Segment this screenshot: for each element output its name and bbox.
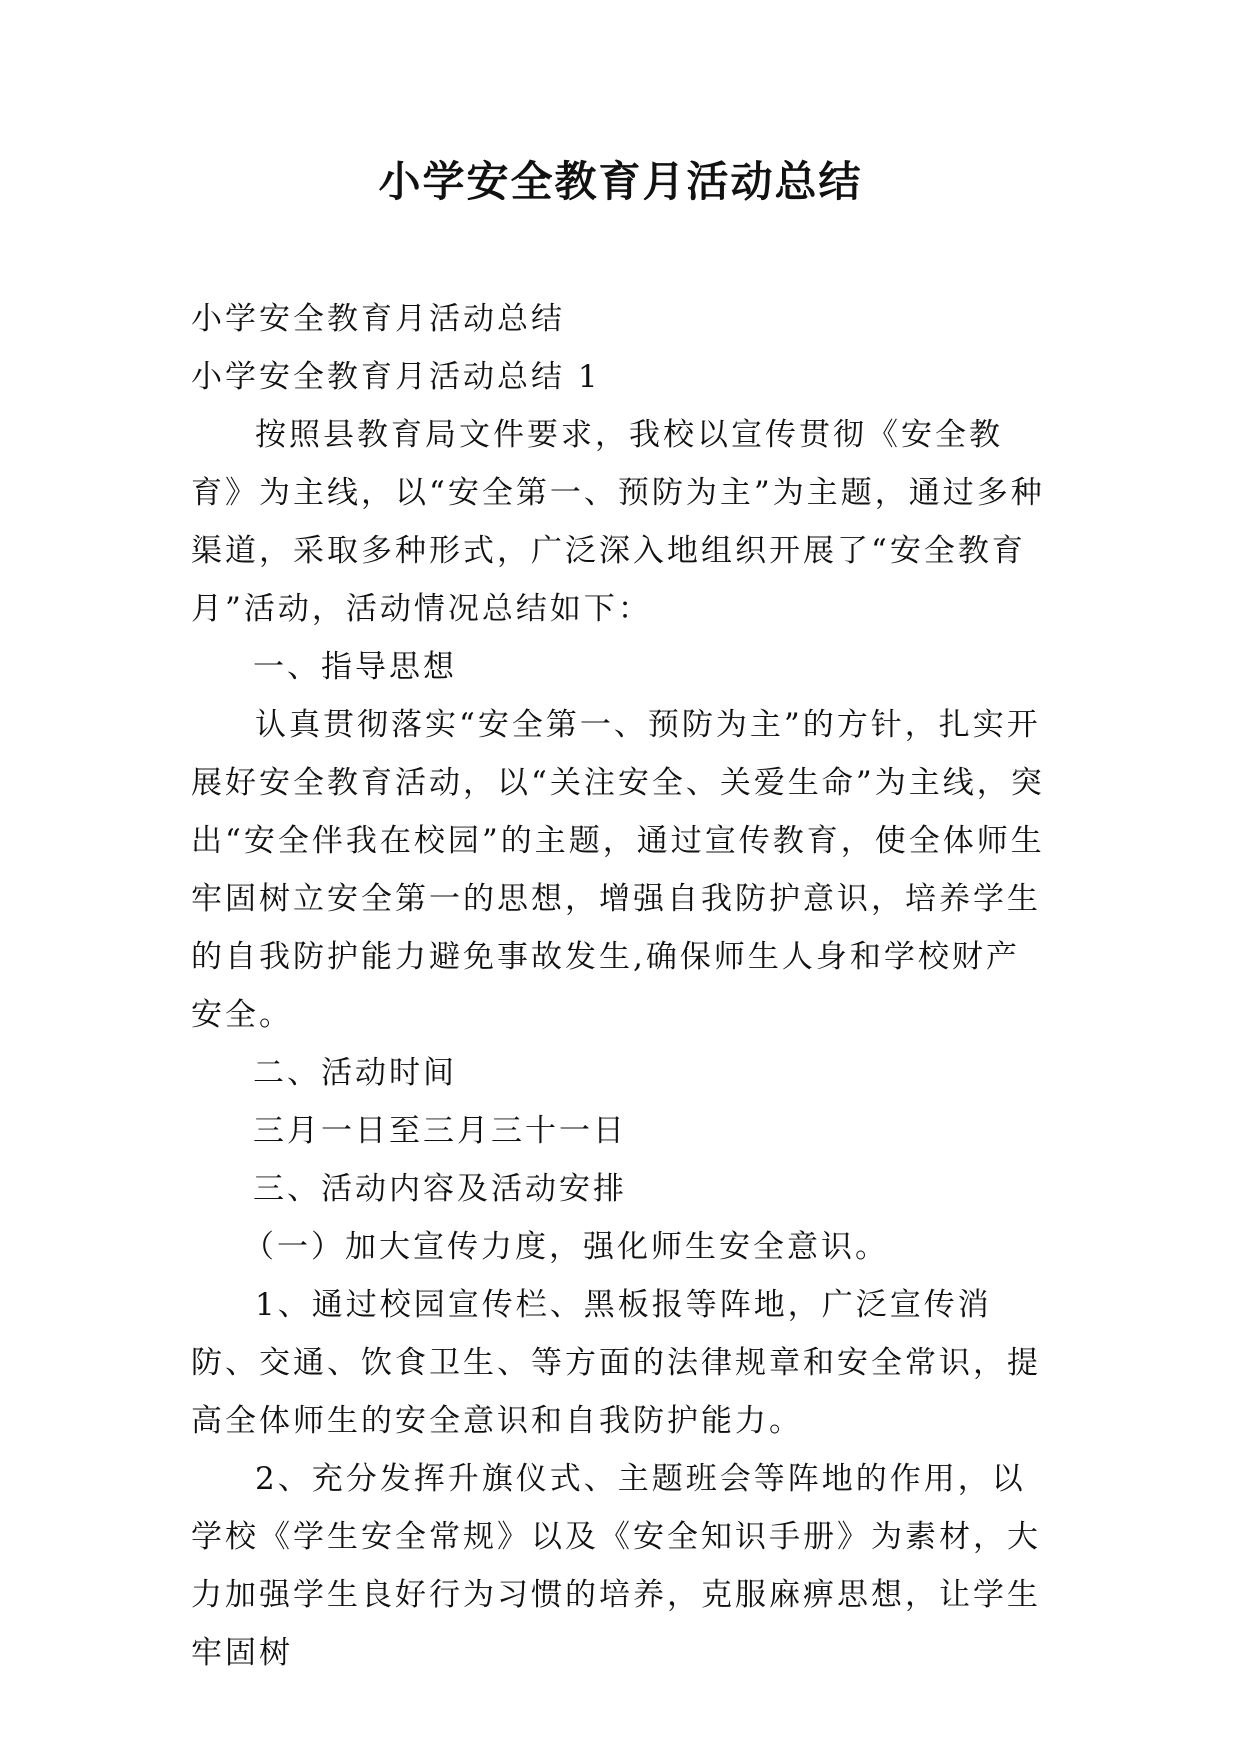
heading-activity-time: 二、活动时间: [253, 1055, 457, 1091]
paragraph-subtitle: 小学安全教育月活动总结: [191, 301, 565, 337]
document-title: 小学安全教育月活动总结: [378, 157, 863, 206]
subheading-publicity: （一）加大宣传力度，强化师生安全意识。: [243, 1229, 889, 1265]
heading-activity-content: 三、活动内容及活动安排: [253, 1171, 627, 1207]
paragraph-item-2: 2、充分发挥升旗仪式、主题班会等阵地的作用，以学校《学生安全常规》以及《安全知识手册》为素材，大力加强学生良好行为习惯的培养，克服麻痹思想，让学生牢固树: [191, 1461, 1041, 1671]
paragraph-section-heading: 小学安全教育月活动总结 1: [191, 359, 601, 395]
paragraph-activity-time: 三月一日至三月三十一日: [253, 1113, 627, 1149]
paragraph-item-1: 1、通过校园宣传栏、黑板报等阵地，广泛宣传消防、交通、饮食卫生、等方面的法律规章和安全常识，提高全体师生的安全意识和自我防护能力。: [191, 1287, 1041, 1439]
paragraph-guiding-thought: 认真贯彻落实“安全第一、预防为主”的方针，扎实开展好安全教育活动，以“关注安全、关爱生命”为主线，突出“安全伴我在校园”的主题，通过宣传教育，使全体师生牢固树立安全第一的思想，增强自我防护意识，培养学生的自我防护能力避免事故发生,确保师生人身和学校财产安全。: [191, 707, 1045, 1033]
heading-guiding-thought: 一、指导思想: [253, 649, 457, 685]
paragraph-intro: 按照县教育局文件要求，我校以宣传贯彻《安全教育》为主线，以“安全第一、预防为主”为主题，通过多种渠道，采取多种形式，广泛深入地组织开展了“安全教育月”活动，活动情况总结如下：: [191, 417, 1045, 627]
document-body: [191, 290, 1051, 1682]
